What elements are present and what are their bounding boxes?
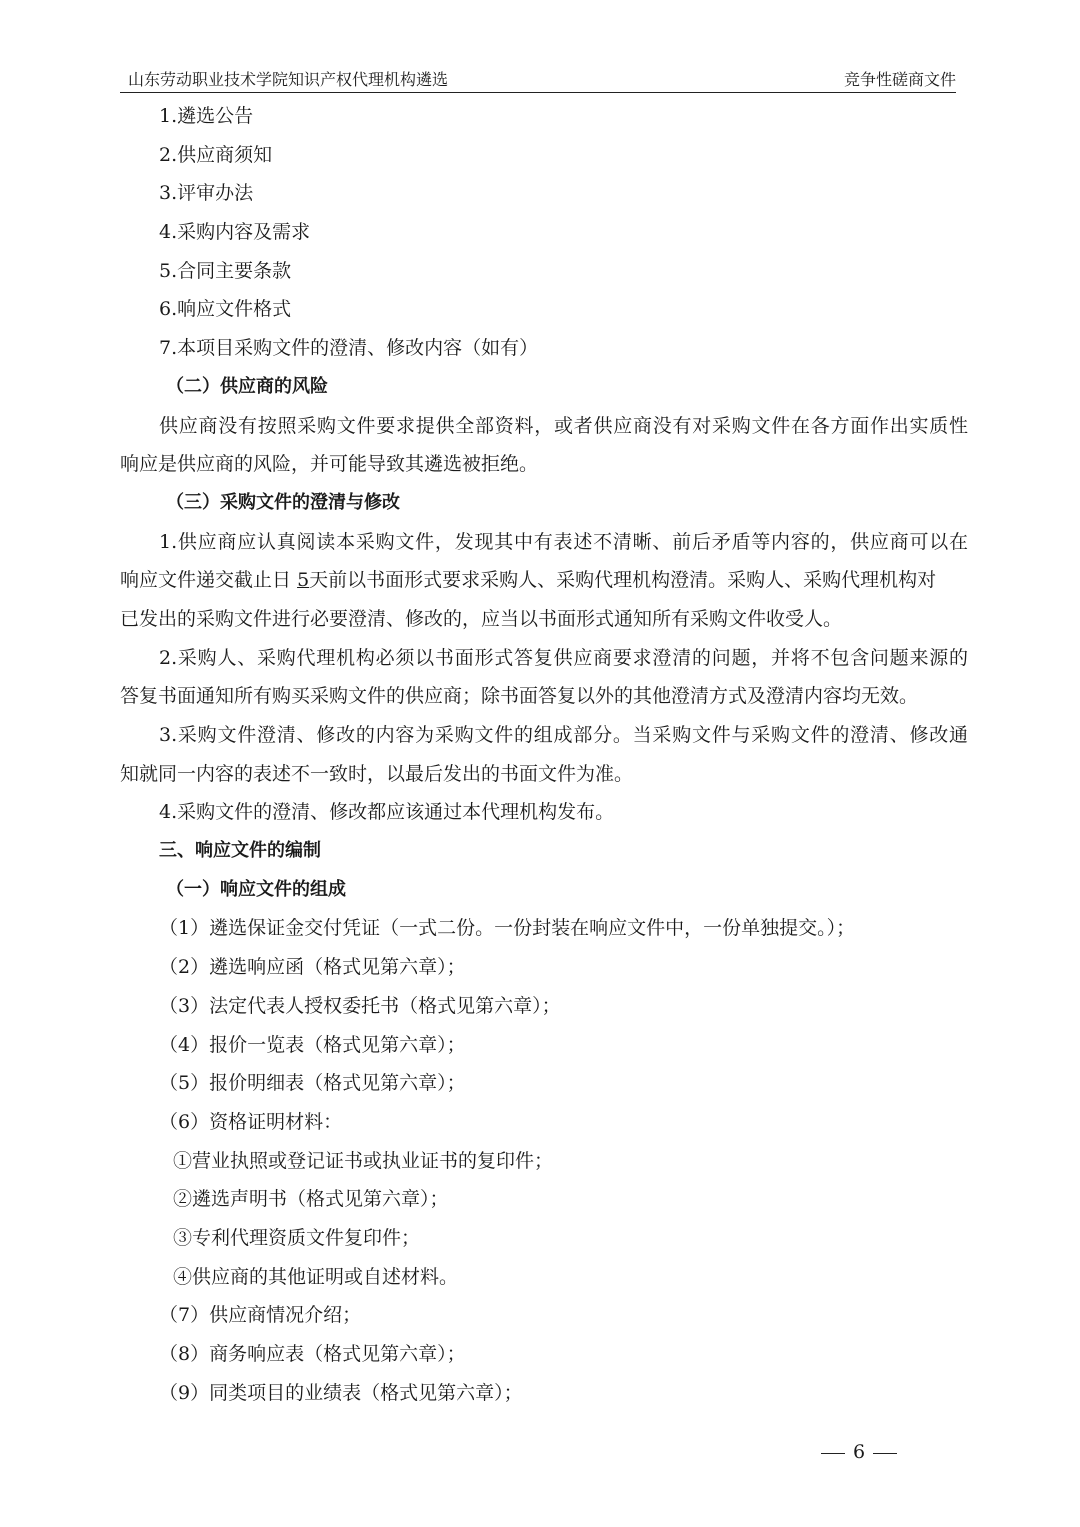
composition-item: （3）法定代表人授权委托书（格式见第六章）； — [159, 994, 561, 1017]
list-item: 1.遴选公告 — [159, 105, 254, 127]
paragraph-line — [120, 561, 968, 600]
header-title: 山东劳动职业技术学院知识产权代理机构遴选 — [128, 70, 449, 89]
document-body — [120, 97, 968, 1412]
list-item: 3.评审办法 — [159, 182, 254, 205]
footer-dash — [821, 1453, 845, 1454]
composition-item: （6）资格证明材料： — [159, 1110, 343, 1133]
paragraph-line: 知就同一内容的表述不一致时，以最后发出的书面文件为准。 — [120, 762, 634, 785]
composition-item: （9）同类项目的业绩表（格式见第六章）； — [159, 1381, 523, 1404]
section-heading-clarification: （三）采购文件的澄清与修改 — [166, 491, 400, 513]
paragraph-line: 答复书面通知所有购买采购文件的供应商；除书面答复以外的其他澄清方式及澄清内容均无效。 — [120, 685, 919, 708]
section-heading-risk: （二）供应商的风险 — [166, 375, 328, 397]
paragraph-line: 供应商没有按照采购文件要求提供全部资料，或者供应商没有对采购文件在各方面作出实质性 — [159, 414, 968, 437]
paragraph-line: 已发出的采购文件进行必要澄清、修改的，应当以书面形式通知所有采购文件收受人。 — [120, 607, 843, 630]
page-number: 6 — [852, 1441, 866, 1463]
qualification-sub-item: ④供应商的其他证明或自述材料。 — [173, 1265, 459, 1288]
text-span: 响应文件递交截止日 — [120, 569, 292, 592]
list-item: 4.采购内容及需求 — [159, 221, 311, 244]
composition-item: （2）遴选响应函（格式见第六章）； — [159, 956, 466, 979]
qualification-sub-item: ②遴选声明书（格式见第六章）； — [173, 1188, 449, 1211]
qualification-sub-item: ①营业执照或登记证书或执业证书的复印件； — [173, 1149, 554, 1172]
chapter-heading: 三、响应文件的编制 — [159, 840, 321, 862]
paragraph-line: 4.采购文件的澄清、修改都应该通过本代理机构发布。 — [159, 801, 615, 824]
list-item: 6.响应文件格式 — [159, 298, 292, 321]
sub-heading-composition: （一）响应文件的组成 — [166, 878, 346, 900]
page-footer — [0, 1441, 1080, 1463]
list-item: 7.本项目采购文件的澄清、修改内容（如有） — [159, 337, 539, 360]
composition-item: （8）商务响应表（格式见第六章）； — [159, 1343, 466, 1365]
footer-dash — [873, 1453, 897, 1454]
text-span: 天前以书面形式要求采购人、采购代理机构澄清。采购人、采购代理机构对 — [309, 569, 937, 592]
header-doc-type: 竞争性磋商文件 — [843, 70, 956, 89]
composition-item: （5）报价明细表（格式见第六章）； — [159, 1072, 466, 1095]
composition-item: （1）遴选保证金交付凭证（一式二份。一份封装在响应文件中，一份单独提交。）； — [159, 917, 856, 940]
paragraph-line: 2.采购人、采购代理机构必须以书面形式答复供应商要求澄清的问题，并将不包含问题来源的 — [159, 646, 968, 669]
days-value: 5 — [297, 569, 310, 592]
paragraph-line: 3.采购文件澄清、修改的内容为采购文件的组成部分。当采购文件与采购文件的澄清、修改通 — [159, 724, 968, 746]
list-item: 5.合同主要条款 — [159, 259, 292, 282]
page-header — [120, 70, 956, 93]
composition-item: （7）供应商情况介绍； — [159, 1304, 362, 1327]
paragraph-line: 1.供应商应认真阅读本采购文件，发现其中有表述不清晰、前后矛盾等内容的，供应商可以在 — [159, 530, 968, 553]
list-item: 2.供应商须知 — [159, 143, 273, 166]
qualification-sub-item: ③专利代理资质文件复印件； — [173, 1226, 421, 1249]
composition-item: （4）报价一览表（格式见第六章）； — [159, 1033, 466, 1056]
paragraph-line: 响应是供应商的风险，并可能导致其遴选被拒绝。 — [120, 453, 539, 476]
